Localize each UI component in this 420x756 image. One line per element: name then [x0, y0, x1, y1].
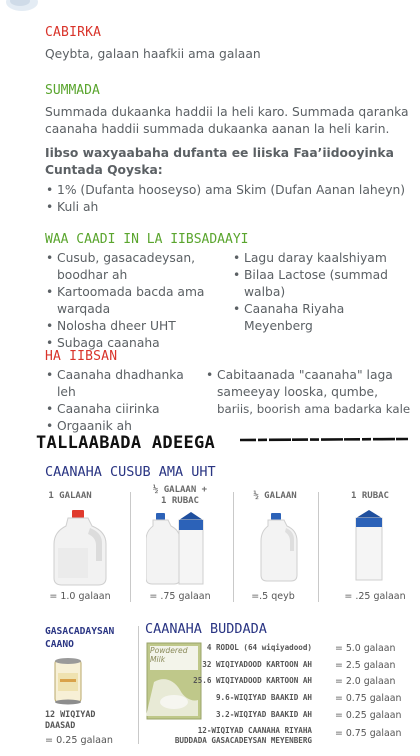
fat-type-list — [45, 182, 405, 216]
equiv-half-gallon: =.5 qeyb — [251, 591, 295, 602]
list-item: • Bilaa Lactose (summad walba) — [232, 267, 412, 301]
list-item: • Caanaha ciirinka — [45, 401, 210, 418]
list-item: • Caanaha dhadhanka leh — [45, 367, 210, 401]
list-item: • Lagu daray kaalshiyam — [232, 250, 412, 267]
list-item: • Kuli ah — [45, 199, 405, 216]
divider — [233, 492, 234, 602]
col-head-half-gallon: ½ GALAAN — [253, 491, 297, 501]
half-gallon-jug-icon — [258, 512, 300, 584]
allowed-heading: WAA CAADI IN LA IIBSADAAYI — [45, 232, 249, 247]
ibso-instruction — [45, 145, 394, 179]
canned-size: 12 WIQIYAD DAASAD — [45, 709, 96, 730]
list-item: • Cabitaanada "caanaha" laga sameeyay looska, qumbe, bariis, boorish ama badarka kale — [205, 367, 417, 418]
cabirka-heading: CABIRKA — [45, 25, 102, 40]
summada-text-line: caanaha haddii summada dukaanka aanan la heli karin. — [45, 122, 390, 136]
powdered-equiv: = 0.75 galaan — [335, 693, 402, 704]
allowed-list-right — [232, 250, 412, 335]
list-item: • 1% (Dufanta hooseyso) ama Skim (Dufan Aanan laheyn) — [45, 182, 405, 199]
powdered-equiv: = 5.0 galaan — [335, 643, 396, 654]
col-head-1-gallon: 1 GALAAN — [48, 491, 92, 501]
list-item: • Nolosha dheer UHT — [45, 318, 235, 335]
divider — [130, 492, 131, 602]
equiv-quart: = .25 galaan — [344, 591, 406, 602]
not-allowed-list-left — [45, 367, 210, 435]
not-allowed-list-right — [205, 367, 417, 418]
summada-text-line: Summada dukaanka haddii la heli karo. Summada qaranka — [45, 105, 409, 119]
milk-splash-decoration — [0, 0, 40, 16]
serving-title: TALLAABADA ADEEGA — [36, 433, 216, 453]
list-item: • Cusub, gasacadeysan, boodhar ah — [45, 250, 235, 284]
powdered-size: 4 RODOL (64 wiqiyadood) — [206, 643, 312, 652]
canned-heading: GASACADAYSAN CAANO — [45, 626, 115, 650]
powdered-heading: CAANAHA BUDDADA — [145, 621, 267, 637]
ibso-line: Iibso waxyaabaha dufanta ee liiska Faa’iidooyinka — [45, 146, 394, 160]
list-item: • Kartoomada bacda ama warqada — [45, 284, 235, 318]
equiv-canned: = 0.25 galaan — [45, 735, 113, 746]
divider — [318, 492, 319, 602]
ibso-line: Cuntada Qoyska: — [45, 163, 163, 177]
powdered-size: 9.6-WIQIYAD BAAKID AH — [215, 693, 312, 702]
cabirka-text: Qeybta, galaan haafkii ama galaan — [45, 47, 261, 61]
gallon-jug-icon — [50, 508, 110, 586]
divider — [138, 626, 139, 744]
powdered-size: 3.2-WIQIYAD BAAKID AH — [215, 710, 312, 719]
allowed-list-left — [45, 250, 235, 352]
list-item: • Subaga caanaha — [45, 335, 235, 352]
evaporated-milk-can-icon — [54, 657, 82, 705]
quart-carton-icon — [354, 508, 384, 582]
powdered-size: 25.6 WIQIYADOOD KARTOON AH — [193, 676, 312, 685]
powdered-size: 32 WIQIYADOOD KARTOON AH — [202, 660, 312, 669]
powdered-size: 12-WIQIYAD CAANAHA RIYAHA BUDDADA GASACADEYSAN MEYENBERG — [174, 726, 312, 745]
summada-text — [45, 104, 417, 138]
powdered-equiv: = 2.5 galaan — [335, 660, 396, 671]
title-rule — [240, 436, 410, 444]
powdered-equiv: = 2.0 galaan — [335, 676, 396, 687]
col-head-quart: 1 RUBAC — [351, 491, 389, 501]
powdered-equiv: = 0.25 galaan — [335, 710, 402, 721]
powdered-equiv: = 0.75 galaan — [335, 728, 402, 739]
powdered-box-label: Powdered Milk — [150, 646, 188, 664]
half-gallon-and-quart-icon — [146, 508, 210, 586]
not-allowed-heading: HA IIBSAN — [45, 349, 118, 364]
col-head-half-gallon-quart: ½ GALAAN + 1 RUBAC — [152, 485, 208, 506]
summada-heading: SUMMADA — [45, 83, 100, 98]
equiv-1-gallon: = 1.0 galaan — [49, 591, 111, 602]
list-item: • Caanaha Riyaha Meyenberg — [232, 301, 412, 335]
fresh-heading: CAANAHA CUSUB AMA UHT — [45, 464, 216, 480]
list-item: • Orgaanik ah — [45, 418, 210, 435]
equiv-half-gallon-quart: = .75 galaan — [149, 591, 211, 602]
